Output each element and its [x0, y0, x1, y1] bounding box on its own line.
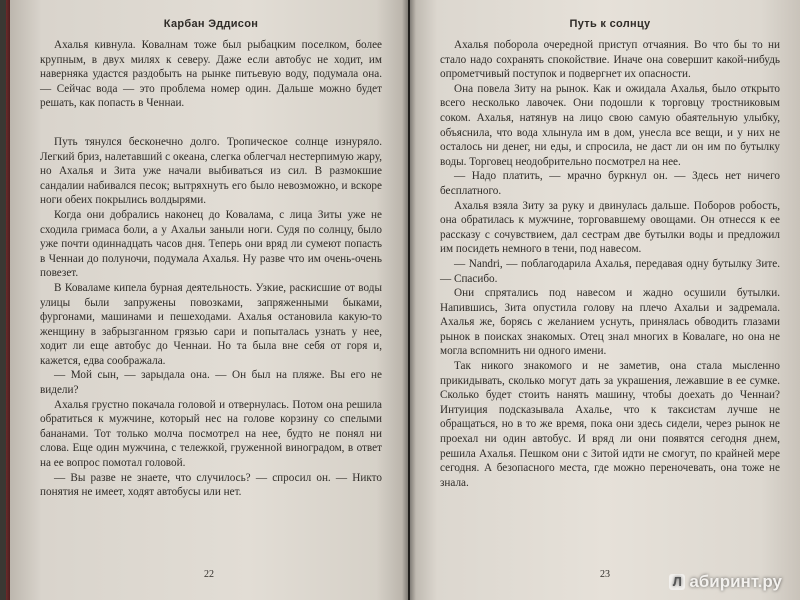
right-running-head: Путь к солнцу	[569, 18, 651, 30]
left-paragraph: Ахалья грустно покачала головой и отвернулась. Потом она решила обратиться к мужчине, который нес на голове корзину со спелыми бананами. Тот только молча посмотрел на нее, будто не понял ни слова. Еще один мужчина, с тележкой, груженной виноградом, в ответ на ее вопрос помотал головой.	[40, 398, 382, 470]
left-paragraph: — Вы разве не знаете, что случилось? — спросил он. — Никто понятия не имеет, ходят автобусы или нет.	[40, 471, 382, 499]
left-paragraph: Путь тянулся бесконечно долго. Тропическое солнце изнуряло. Легкий бриз, налетавший с океана, слегка облегчал нестерпимую жару, но Ахалья и Зита уже начали выбиваться из сил. В размокшие сандалии набивался песок; вытряхнуть его было невозможно, и вскоре ноги обеих покрылись волдырями.	[40, 135, 382, 207]
section-break	[40, 111, 382, 135]
right-paragraph: Ахалья поборола очередной приступ отчаяния. Во что бы то ни стало надо сохранять спокойствие. Иначе она совершит какой-нибудь опрометчивый поступок и подвергнет их опасности.	[440, 39, 780, 81]
right-paragraph: Она повела Зиту на рынок. Как и ожидала Ахалья, было открыто всего несколько лавочек. Они подошли к торговцу тростниковым соком. Ахалья, натянув на лицо свою самую обаятельную улыбку, объяснила, что вода хлынула им в дом, унесла все вещи, и у них не осталось ни денег, ни еды, и спросила, не даст ли он им по бутылку воды. Торговец неодобрительно посмотрел на нее.	[440, 82, 780, 168]
right-paragraph: Ахалья взяла Зиту за руку и двинулась дальше. Поборов робость, она обратилась к мужчине, торговавшему овощами. Он отнесся к ее рассказу с сочувствием, дал сестрам две бутылки воды и предложил им посидеть немного в тени, под навесом.	[440, 199, 780, 256]
watermark-text: абиринт.ру	[689, 572, 782, 591]
right-paragraph: — Надо платить, — мрачно буркнул он. — Здесь нет ничего бесплатного.	[440, 170, 780, 197]
left-paragraph: — Мой сын, — зарыдала она. — Он был на пляже. Вы его не видели?	[40, 369, 382, 397]
open-book	[6, 0, 800, 600]
right-paragraph: — Nandri, — поблагодарила Ахалья, передавая одну бутылку Зите. — Спасибо.	[440, 257, 780, 285]
left-paragraph: В Коваламе кипела бурная деятельность. Узкие, раскисшие от воды улицы были запружены повозками, запряженными быками, фургонами, машинами и пешеходами. Ахалья остановила какую-то женщину в забрызганном грязью сари и попыталась узнать у нее, ходит ли еще автобус до Ченнаи. Но та была вне себя от горя и, кажется, едва соображала.	[40, 281, 382, 367]
right-paragraph: Так никого знакомого и не заметив, она стала мысленно прикидывать, сколько могут дать за украшения, лежавшие в ее сумке. Сколько будет стоить нанять машину, чтобы доехать до Ченнаи? Интуиция подсказывала Ахалье, что к таксистам лучше не обращаться, но в то же время, пока они здесь сидели, через рынок не проехал ни один автобус. И вряд ли они появятся сегодня днем, решила Ахалья. Пешком они с Зитой идти не смогут, по крайней мере сегодня. А безопасного места, где можно переночевать, она тоже не знала.	[440, 360, 780, 489]
book-gutter	[402, 0, 416, 600]
book-icon: Л	[669, 574, 685, 590]
left-page	[10, 0, 408, 600]
left-page-number: 22	[204, 569, 214, 580]
left-paragraph: Когда они добрались наконец до Ковалама, с лица Зиты уже не сходила гримаса боли, а у Ахальи заныли ноги. Судя по солнцу, было уже почти одиннадцать часов дня. Теперь они вряд ли сумеют попасть в Ченнаи до полуночи, подумала Ахалья. Ну разве что им очень-очень повезет.	[40, 208, 382, 280]
left-running-head: Карбан Эддисон	[163, 18, 259, 30]
right-page	[410, 0, 800, 600]
labirint-watermark	[669, 572, 782, 592]
right-paragraph: Они спрятались под навесом и жадно осушили бутылки. Напившись, Зита опустила голову на плечо Ахальи и задремала. Ахалья же, борясь с желанием уснуть, принялась обводить глазами рынок в поисках знакомых. Отец знал многих в Ковалаге, но она не могла вспомнить ни одного имени.	[440, 287, 780, 358]
right-page-number: 23	[600, 569, 610, 580]
left-paragraph: Ахалья кивнула. Ковалнам тоже был рыбацким поселком, более крупным, в двух милях к северу. Даже если автобус не ходит, им наверняка удастся раздобыть на рынке питьевую воду, подумала она. — Сейчас вода — это проблема номер один. Дальше можно будет решать, как попасть в Ченнаи.	[40, 39, 382, 110]
